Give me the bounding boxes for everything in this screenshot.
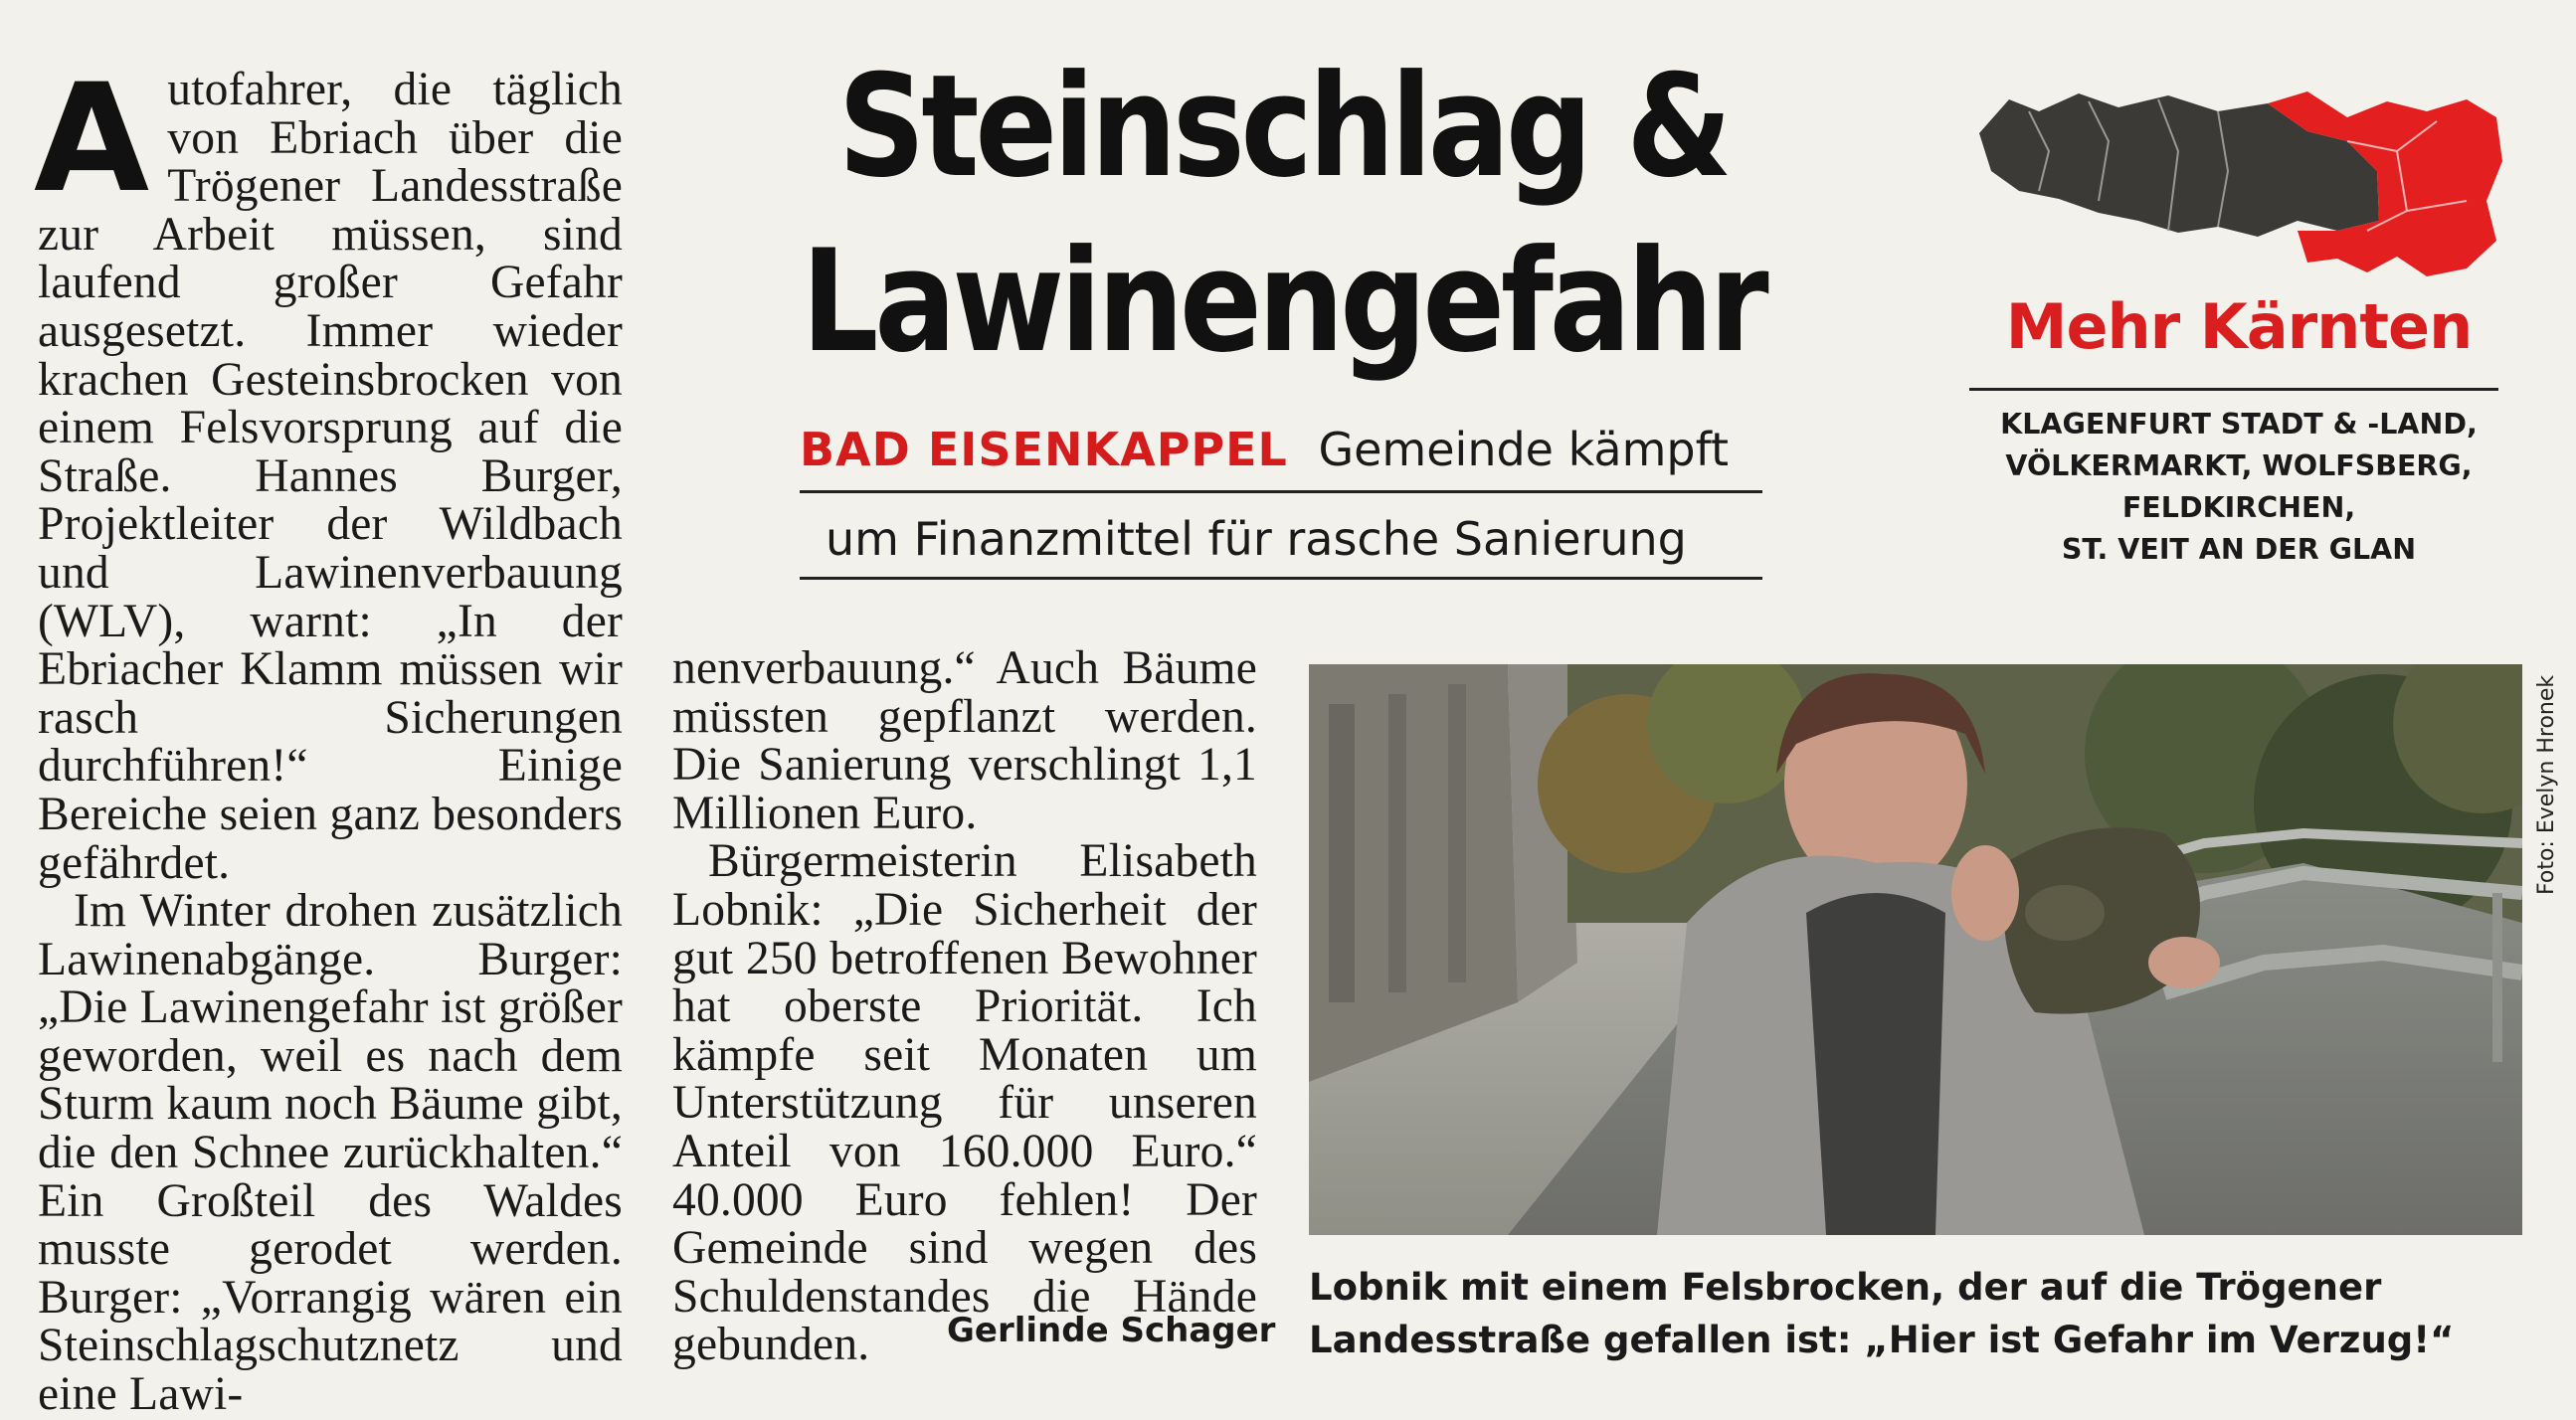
caption-line: Landesstraße gefallen ist: „Hier ist Gefahr im Verzug!“ (1309, 1319, 2455, 1361)
subhead-text: Gemeinde kämpft (1318, 423, 1730, 476)
district-line: VÖLKERMARKT, WOLFSBERG, (2005, 449, 2473, 482)
kicker: BAD EISENKAPPEL (800, 423, 1288, 476)
photo-caption (1309, 1261, 2454, 1366)
article-paragraph: Im Winter drohen zusätzlich Lawinenabgänge. Burger: „Die Lawinengefahr ist größer geworden, weil es nach dem Sturm kaum noch Bäume gibt, die den Schnee zurückhalten.“ Ein Großteil des Waldes musste gerodet werden. Burger: „Vorrangig wären ein Steinschlagschutznetz und eine Lawi- (38, 885, 623, 1420)
carinthia-map (1969, 82, 2508, 286)
district-line: KLAGENFURT STADT & -LAND, (2000, 408, 2478, 441)
photo-credit: Foto: Evelyn Hronek (2534, 674, 2559, 895)
article-column-2 (672, 642, 1257, 1371)
subhead-divider (800, 577, 1762, 580)
carinthia-map-svg (1969, 82, 2508, 286)
article-paragraph: Bürgermeisterin Elisabeth Lobnik: „Die Sicherheit der gut 250 betroffenen Bewohner hat oberste Priorität. Ich kämpfe seit Monaten um Unterstützung für unseren Anteil von 160.000 Euro.“ 40.000 Euro fehlen! Der Gemeinde sind wegen des Schuldenstandes die Hände gebunden. (672, 835, 1257, 1371)
district-line: ST. VEIT AN DER GLAN (2061, 533, 2417, 566)
headline-line: Lawinengefahr (801, 220, 1765, 384)
drop-cap: A (34, 53, 150, 226)
headline (796, 40, 1770, 390)
article-column-1 (34, 53, 623, 1420)
subhead-text: um Finanzmittel für rasche Sanierung (826, 512, 1687, 566)
subhead-divider (800, 490, 1762, 493)
photo (1309, 664, 2522, 1235)
region-divider (1969, 388, 2498, 391)
headline-line: Steinschlag & (837, 45, 1729, 209)
region-title: Mehr Kärnten (2005, 290, 2473, 363)
article-paragraph: utofahrer, die täglich von Ebriach über die Trögener Landesstraße zur Arbeit müssen, sind laufend großer Gefahr ausgesetzt. Immer wieder krachen Gesteinsbrocken von einem Felsvorsprung auf die Straße. Hannes Burger, Projektleiter der Wildbach und Lawinenverbauung (WLV), warnt: „In der Ebriacher Klamm müssen wir rasch Sicherungen durchführen!“ Einige Bereiche seien ganz besonders gefährdet. (38, 64, 623, 889)
district-list (1969, 404, 2508, 571)
district-line: FELDKIRCHEN, (2121, 491, 2356, 524)
subhead-line-2 (826, 512, 1687, 566)
article-paragraph: nenverbauung.“ Auch Bäume müssten gepflanzt werden. Die Sanierung verschlingt 1,1 Millionen Euro. (672, 642, 1257, 839)
caption-line: Lobnik mit einem Felsbrocken, der auf die Trögener (1309, 1266, 2382, 1309)
subhead-line-1 (800, 423, 1729, 476)
article-author: Gerlinde Schager (947, 1311, 1276, 1350)
photo-illustration (1309, 664, 2522, 1235)
